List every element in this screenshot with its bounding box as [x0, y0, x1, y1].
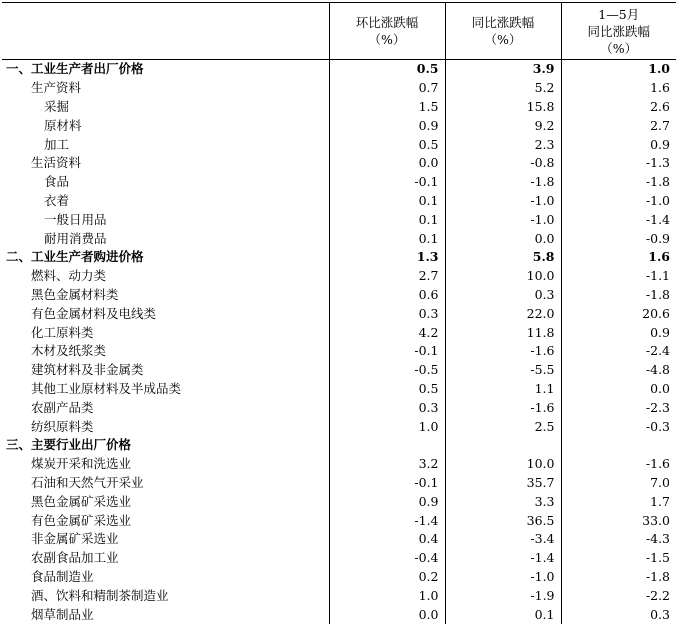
header-cum-cell — [561, 3, 676, 60]
cum-value: 2.7 — [561, 116, 676, 135]
yoy-value: -5.5 — [445, 361, 561, 380]
header-yoy-unit: （%） — [484, 32, 522, 47]
row-label: 烟草制品业 — [31, 606, 94, 622]
mom-value: -0.1 — [329, 474, 445, 493]
row-label: 生活资料 — [31, 155, 82, 171]
mom-value: 0.5 — [329, 135, 445, 154]
yoy-value: 11.8 — [445, 323, 561, 342]
mom-value: 1.3 — [329, 248, 445, 267]
cum-value: -2.4 — [561, 342, 676, 361]
cum-value: -1.8 — [561, 173, 676, 192]
table-row — [2, 154, 676, 173]
row-label: 石油和天然气开采业 — [31, 474, 144, 490]
row-label: 一般日用品 — [44, 211, 107, 227]
row-label: 有色金属材料及电线类 — [31, 305, 157, 321]
cum-value: -1.3 — [561, 154, 676, 173]
table-row — [2, 530, 676, 549]
mom-value: 0.4 — [329, 530, 445, 549]
row-label: 建筑材料及非金属类 — [31, 362, 144, 378]
row-label: 衣着 — [44, 192, 70, 208]
row-label: 木材及纸浆类 — [31, 343, 107, 359]
table-row — [2, 323, 676, 342]
yoy-value: 2.5 — [445, 417, 561, 436]
table-body — [2, 60, 676, 624]
mom-value: -0.1 — [329, 173, 445, 192]
yoy-value: 15.8 — [445, 98, 561, 117]
cum-value: -1.4 — [561, 210, 676, 229]
yoy-value: 10.0 — [445, 455, 561, 474]
cum-value: -1.5 — [561, 549, 676, 568]
yoy-value: 9.2 — [445, 116, 561, 135]
table-row — [2, 98, 676, 117]
cum-value: -1.8 — [561, 568, 676, 587]
table-row — [2, 511, 676, 530]
cum-value: 0.9 — [561, 323, 676, 342]
mom-value: 0.1 — [329, 229, 445, 248]
cum-value: -4.3 — [561, 530, 676, 549]
yoy-value: -1.0 — [445, 568, 561, 587]
yoy-value: 5.8 — [445, 248, 561, 267]
cum-value: -4.8 — [561, 361, 676, 380]
yoy-value — [445, 436, 561, 455]
mom-value: 3.2 — [329, 455, 445, 474]
cum-value: -0.3 — [561, 417, 676, 436]
row-label: 食品制造业 — [31, 568, 94, 584]
row-label: 其他工业原材料及半成品类 — [31, 380, 182, 396]
mom-value: 1.5 — [329, 98, 445, 117]
cum-value: 20.6 — [561, 304, 676, 323]
cum-value: -2.2 — [561, 586, 676, 605]
row-label: 耐用消费品 — [44, 230, 107, 246]
mom-value — [329, 436, 445, 455]
header-row — [2, 3, 676, 60]
mom-value: 0.6 — [329, 286, 445, 305]
table-row — [2, 342, 676, 361]
row-label: 食品 — [44, 174, 70, 190]
header-cum-unit: （%） — [600, 40, 638, 56]
cum-value: 2.6 — [561, 98, 676, 117]
row-label: 煤炭开采和洗选业 — [31, 456, 132, 472]
mom-value: -0.5 — [329, 361, 445, 380]
cum-value: 0.3 — [561, 605, 676, 624]
yoy-value: 0.1 — [445, 605, 561, 624]
yoy-value: 0.3 — [445, 286, 561, 305]
yoy-value: -1.6 — [445, 342, 561, 361]
cum-value: -1.0 — [561, 192, 676, 211]
table-row — [2, 304, 676, 323]
yoy-value: -1.9 — [445, 586, 561, 605]
yoy-value: 22.0 — [445, 304, 561, 323]
cum-value: -1.6 — [561, 455, 676, 474]
mom-value: 2.7 — [329, 267, 445, 286]
price-index-table — [2, 2, 676, 624]
row-label: 有色金属矿采选业 — [31, 512, 132, 528]
row-label: 加工 — [44, 136, 70, 152]
yoy-value: -3.4 — [445, 530, 561, 549]
yoy-value: 1.1 — [445, 380, 561, 399]
header-cum-title: 同比涨跌幅 — [587, 23, 650, 39]
yoy-value: 0.0 — [445, 229, 561, 248]
cum-value — [561, 436, 676, 455]
table-row — [2, 398, 676, 417]
mom-value: -0.4 — [329, 549, 445, 568]
header-yoy-cell — [445, 3, 561, 60]
yoy-value: 3.3 — [445, 492, 561, 511]
row-label: 化工原料类 — [31, 324, 94, 340]
cum-value: -0.9 — [561, 229, 676, 248]
mom-value: 0.0 — [329, 605, 445, 624]
table-row — [2, 229, 676, 248]
cum-value: 0.0 — [561, 380, 676, 399]
cum-value: -1.1 — [561, 267, 676, 286]
mom-value: 0.2 — [329, 568, 445, 587]
yoy-value: 2.3 — [445, 135, 561, 154]
mom-value: 1.0 — [329, 586, 445, 605]
table-row — [2, 116, 676, 135]
mom-value: -1.4 — [329, 511, 445, 530]
mom-value: 0.5 — [329, 380, 445, 399]
yoy-value: -1.0 — [445, 210, 561, 229]
row-label: 农副产品类 — [31, 399, 94, 415]
cum-value: 1.0 — [561, 60, 676, 79]
row-label: 采掘 — [44, 98, 70, 114]
mom-value: 1.0 — [329, 417, 445, 436]
header-mom-cell — [329, 3, 445, 60]
row-label: 生产资料 — [31, 80, 82, 96]
table-row — [2, 286, 676, 305]
cum-value: 1.7 — [561, 492, 676, 511]
header-cum-period: 1—5月 — [598, 6, 640, 22]
cum-value: -1.8 — [561, 286, 676, 305]
yoy-value: 36.5 — [445, 511, 561, 530]
row-label: 一、工业生产者出厂价格 — [6, 61, 144, 77]
yoy-value: -1.6 — [445, 398, 561, 417]
table-row — [2, 568, 676, 587]
table-row — [2, 361, 676, 380]
yoy-value: -1.0 — [445, 192, 561, 211]
mom-value: 0.3 — [329, 398, 445, 417]
table-row — [2, 455, 676, 474]
row-label: 燃料、动力类 — [31, 268, 107, 284]
row-label: 非金属矿采选业 — [31, 531, 119, 547]
cum-value: 7.0 — [561, 474, 676, 493]
cum-value: 1.6 — [561, 79, 676, 98]
mom-value: 0.9 — [329, 116, 445, 135]
row-label: 三、主要行业出厂价格 — [6, 437, 132, 453]
row-label: 原材料 — [44, 117, 82, 133]
section-row — [2, 436, 676, 455]
table-row — [2, 210, 676, 229]
yoy-value: -1.8 — [445, 173, 561, 192]
mom-value: 0.0 — [329, 154, 445, 173]
row-label: 酒、饮料和精制茶制造业 — [31, 587, 169, 603]
mom-value: 0.3 — [329, 304, 445, 323]
row-label: 二、工业生产者购进价格 — [6, 249, 144, 265]
table-row — [2, 474, 676, 493]
row-label: 农副食品加工业 — [31, 550, 119, 566]
table-row — [2, 549, 676, 568]
table-row — [2, 267, 676, 286]
cum-value: 33.0 — [561, 511, 676, 530]
mom-value: 0.1 — [329, 210, 445, 229]
section-row — [2, 60, 676, 79]
mom-value: 0.9 — [329, 492, 445, 511]
table-row — [2, 173, 676, 192]
table-row — [2, 79, 676, 98]
header-label-cell — [2, 3, 329, 60]
yoy-value: -0.8 — [445, 154, 561, 173]
section-row — [2, 248, 676, 267]
table-row — [2, 380, 676, 399]
table-header — [2, 3, 676, 60]
cum-value: 0.9 — [561, 135, 676, 154]
mom-value: 4.2 — [329, 323, 445, 342]
mom-value: 0.1 — [329, 192, 445, 211]
row-label: 黑色金属材料类 — [31, 286, 119, 302]
yoy-value: 35.7 — [445, 474, 561, 493]
mom-value: 0.7 — [329, 79, 445, 98]
yoy-value: 10.0 — [445, 267, 561, 286]
row-label: 纺织原料类 — [31, 418, 94, 434]
table-row — [2, 605, 676, 624]
header-mom-title: 环比涨跌幅 — [355, 15, 419, 30]
table-row — [2, 417, 676, 436]
header-mom-unit: （%） — [368, 32, 406, 47]
cum-value: 1.6 — [561, 248, 676, 267]
mom-value: 0.5 — [329, 60, 445, 79]
yoy-value: -1.4 — [445, 549, 561, 568]
table-row — [2, 586, 676, 605]
table-row — [2, 135, 676, 154]
table-row — [2, 192, 676, 211]
cum-value: -2.3 — [561, 398, 676, 417]
table-row — [2, 492, 676, 511]
yoy-value: 3.9 — [445, 60, 561, 79]
row-label: 黑色金属矿采选业 — [31, 493, 132, 509]
yoy-value: 5.2 — [445, 79, 561, 98]
mom-value: -0.1 — [329, 342, 445, 361]
header-yoy-title: 同比涨跌幅 — [471, 15, 535, 30]
